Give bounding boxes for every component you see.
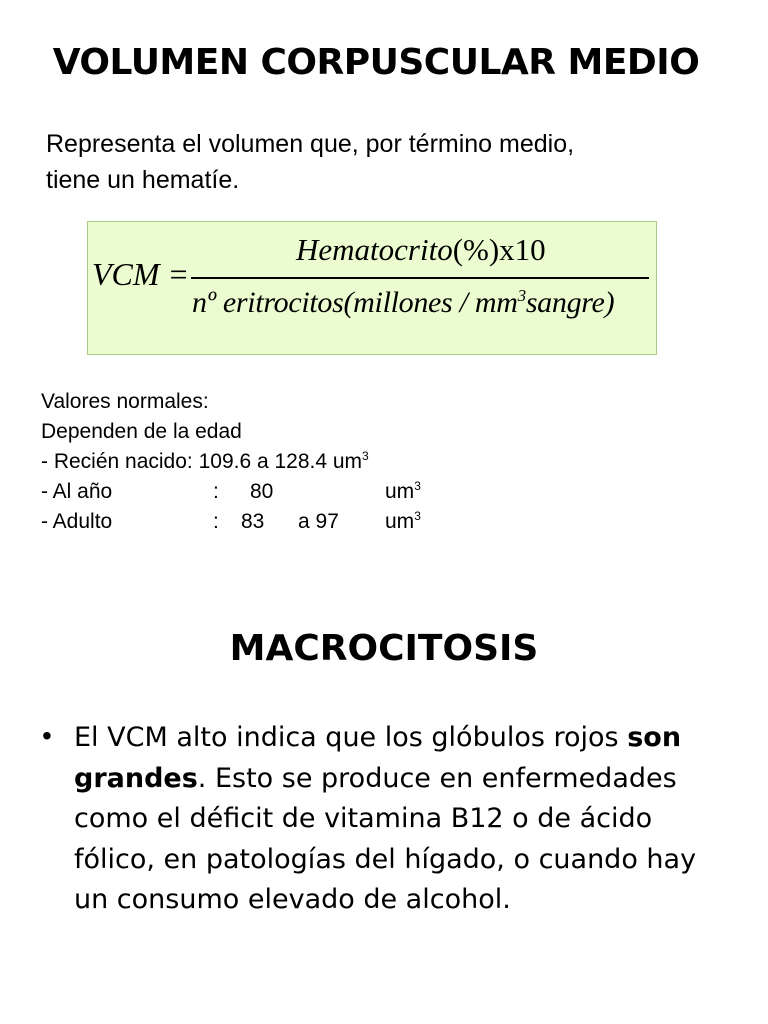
intro-line-2: tiene un hematíe. — [46, 166, 240, 194]
bullet-text-end: . Esto se produce en enfermedades como el déficit de vitamina B12 o de ácido fólico, en patologías del hígado, o cuando hay un consumo elevado de alcohol. — [74, 762, 697, 916]
normal-values — [41, 387, 421, 537]
formula-numerator — [296, 232, 546, 268]
bullet-text — [74, 718, 734, 921]
row-unit: $um^3$ — [385, 479, 421, 503]
row-value: 80 — [250, 480, 274, 503]
bullet-text-start: El VCM alto indica que los glóbulos rojos — [74, 722, 628, 753]
values-row-adult — [41, 507, 421, 537]
row-label: - Al año — [41, 480, 113, 503]
formula-denominator-a: nº eritrocitos — [192, 286, 344, 319]
intro-text — [46, 126, 726, 198]
formula-lhs: VCM = — [92, 256, 190, 292]
formula-denominator-exp: 3 — [517, 286, 526, 305]
formula-numerator-b: (%)x10 — [452, 232, 546, 267]
row-value-max: a 97 — [298, 510, 339, 533]
formula-box — [87, 221, 657, 355]
row-label: - Recién nacido: 109.6 a 128.4 um — [41, 450, 363, 473]
bullet-text-bold: son grandes — [74, 722, 682, 794]
row-colon: : — [213, 480, 219, 503]
section-title: MACROCITOSIS — [229, 628, 539, 669]
bullet-icon: • — [42, 720, 52, 751]
intro-line-1: Representa el volumen que, por término medio, — [46, 130, 575, 158]
values-subheading: Dependen de la edad — [41, 420, 242, 443]
row-value: 83 — [241, 510, 265, 533]
values-heading: Valores normales: — [41, 390, 209, 413]
fraction-bar — [191, 277, 649, 279]
row-unit: $um^3$ — [385, 509, 421, 533]
row-label: - Adulto — [41, 510, 113, 533]
row-exp: 3 — [362, 449, 369, 463]
page-title: VOLUMEN CORPUSCULAR MEDIO — [52, 42, 700, 83]
formula-denominator-b: (millones / mm — [343, 286, 518, 319]
row-colon: : — [213, 510, 219, 533]
formula-numerator-a: Hematocrito — [296, 232, 453, 267]
formula-denominator-c: sangre) — [525, 286, 615, 319]
formula-denominator — [192, 286, 614, 320]
values-row-newborn — [41, 447, 369, 477]
values-row-one-year — [41, 477, 421, 507]
